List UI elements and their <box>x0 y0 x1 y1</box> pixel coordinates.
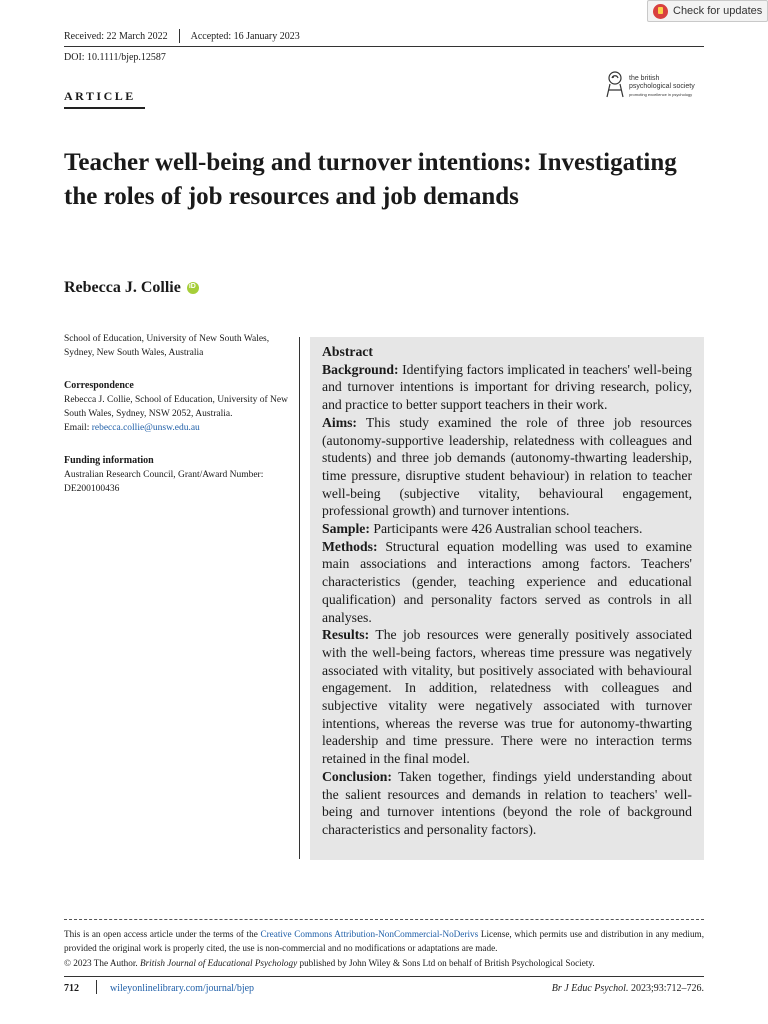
received-date: Received: 22 March 2022 <box>64 30 168 42</box>
section-label: Background: <box>322 361 399 377</box>
crossmark-icon <box>653 4 668 19</box>
logo-line-3: promoting excellence in psychology <box>629 92 693 97</box>
check-for-updates-button[interactable] <box>647 0 768 22</box>
footer-rule <box>64 976 704 977</box>
correspondence-block <box>64 379 294 435</box>
abstract-aims <box>322 414 692 520</box>
section-label: Methods: <box>322 538 378 554</box>
funding-text: Australian Research Council, Grant/Award Number: DE200100436 <box>64 470 264 494</box>
copyright-journal: British Journal of Educational Psychology <box>139 958 298 968</box>
journal-url-link[interactable]: wileyonlinelibrary.com/journal/bjep <box>110 983 255 994</box>
email-link[interactable]: rebecca.collie@unsw.edu.au <box>91 423 200 433</box>
dates-divider <box>179 29 180 43</box>
abstract-divider <box>299 337 300 859</box>
copyright-statement <box>64 956 704 970</box>
article-title: Teacher well-being and turnover intentions: Investigating the roles of job resources and job demands <box>64 149 677 210</box>
article-dates <box>64 29 300 43</box>
section-label: Conclusion: <box>322 768 392 784</box>
funding-block <box>64 454 294 496</box>
article-type-label: ARTICLE <box>64 89 136 103</box>
copyright-prefix: © 2023 The Author. <box>64 958 140 968</box>
license-statement <box>64 927 704 955</box>
citation-details: 2023;93:712–726. <box>628 983 704 994</box>
doi: DOI: 10.1111/bjep.12587 <box>64 52 166 63</box>
abstract-background <box>322 361 692 414</box>
accepted-date: Accepted: 16 January 2023 <box>190 30 300 42</box>
license-prefix: This is an open access article under the terms of the <box>64 929 261 939</box>
cc-license-link[interactable]: Creative Commons Attribution-NonCommercial-NoDerivs <box>260 929 479 939</box>
abstract-methods <box>322 538 692 627</box>
section-text: Identifying factors implicated in teachers' well-being and turnover intentions is important for driving research, policy, and practice to better support teachers in their work. <box>322 361 693 413</box>
section-text: Taken together, findings yield understanding about the salient resources and demands in relation to teachers' well-being and turnover intentions (beyond the role of background characteristics and personality factors). <box>322 768 692 837</box>
author-name: Rebecca J. Collie <box>64 279 181 296</box>
header-rule <box>64 46 704 47</box>
license-suffix: License, which permits use and distribution in any medium, provided the original work is properly cited, the use is non-commercial and no modifications or adaptations are made. <box>64 929 704 953</box>
abstract-conclusion <box>322 768 692 839</box>
footer-dashed-rule <box>64 919 704 920</box>
copyright-suffix: published by John Wiley & Sons Ltd on behalf of British Psychological Society. <box>297 958 595 968</box>
email-label: Email: <box>64 423 90 433</box>
section-text: Participants were 426 Australian school teachers. <box>373 521 643 537</box>
abstract-box <box>310 337 704 860</box>
author-line <box>64 279 199 297</box>
section-label: Aims: <box>322 414 357 430</box>
correspondence-text: Rebecca J. Collie, School of Education, University of New South Wales, Sydney, NSW 2052, Australia. <box>64 395 288 419</box>
bps-logo <box>603 69 707 101</box>
section-label: Results: <box>322 627 370 643</box>
section-label: Sample: <box>322 521 370 537</box>
citation-journal: Br J Educ Psychol. <box>551 983 629 994</box>
abstract-results <box>322 626 692 768</box>
page-number: 712 <box>64 983 79 994</box>
affiliation: School of Education, University of New South Wales, Sydney, New South Wales, Australia <box>64 334 270 358</box>
citation <box>552 983 704 994</box>
abstract-heading: Abstract <box>322 344 373 359</box>
section-text: Structural equation modelling was used to examine main associations and interactions among factors. Teachers' characteristics (gender, teaching experience and educational qualification) and personality factors served as controls in all analyses. <box>322 538 693 625</box>
bps-seal-icon <box>603 69 627 99</box>
funding-heading: Funding information <box>64 455 154 466</box>
check-for-updates-label: Check for updates <box>673 5 763 17</box>
section-text: The job resources were generally positively associated with the well-being factors, whereas time pressure was negatively associated with vitality, but positively associated with behavioural engagement. In addition, relatedness with colleagues and subjective vitality were negatively associated with turnover intentions, whereas the reverse was true for autonomy-thwarting leadership and time pressure. There were no interaction terms retained in the final model. <box>322 627 692 767</box>
orcid-icon[interactable] <box>187 282 199 294</box>
article-type-underline <box>64 107 145 109</box>
section-text: This study examined the role of three job resources (autonomy-supportive leadership, relatedness with colleagues and students) and three job demands (autonomy-thwarting leadership, time pressure, disruptive student behaviour) in relation to teacher well-being (subjective vitality, behavioural engagement, professional growth) and turnover intentions. <box>322 414 692 519</box>
correspondence-heading: Correspondence <box>64 380 134 391</box>
logo-line-1: the british <box>629 75 660 82</box>
footer-divider <box>96 980 97 994</box>
logo-line-2: psychological society <box>629 83 695 90</box>
abstract-sample <box>322 520 692 538</box>
